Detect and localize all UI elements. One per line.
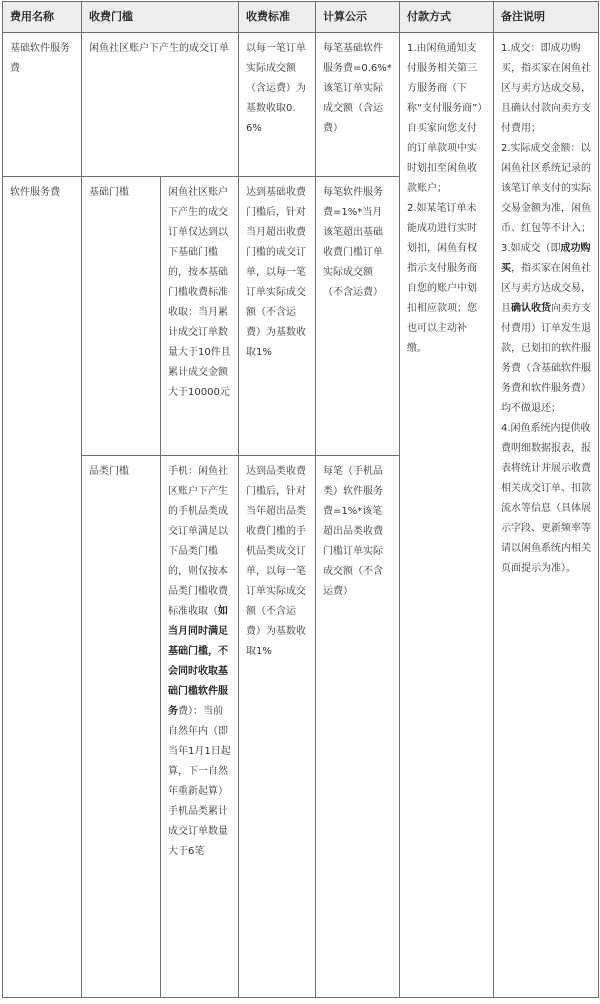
note-3-text-b: ，指买家在闲鱼社区与卖方达成交易，且 (501, 263, 591, 314)
note-item-2: 2.实际成交金额：以闲鱼社区系统记录的该笔订单支付的实际交易金额为准，闲鱼币、红包等不计入； (501, 143, 591, 234)
payment-item-1: 1.由闲鱼通知支付服务相关第三方服务商（下称“支付服务商”）自买家向您支付的订单款项中实时划扣至闲鱼收款账户； (407, 43, 483, 194)
cell-fee-name: 基础软件服务费 (3, 33, 82, 177)
cell-formula: 每笔（手机品类）软件服务费=1%*该笔超出品类收费门槛订单实际成交额（不含运费） (316, 456, 400, 998)
header-payment: 付款方式 (400, 2, 494, 33)
cell-standard: 以每一笔订单实际成交额（含运费）为基数收取0.6% (239, 33, 316, 177)
category-detail-bold: 如当月同时满足基础门槛，不会同时收取基础门槛软件服务 (168, 606, 228, 717)
category-detail-text-a: 手机：闲鱼社区账户下产生的手机品类成交订单满足以下品类门槛的，则仅按本品类门槛收费标准收取（ (168, 466, 228, 617)
cell-standard: 达到品类收费门槛后，针对当年超出品类收费门槛的手机品类成交订单，以每一笔订单实际成交额（不含运费）为基数收取1% (239, 456, 316, 998)
cell-formula: 每笔软件服务费=1%*当月该笔超出基础收费门槛订单实际成交额（不含运费） (316, 177, 400, 456)
header-standard: 收费标准 (239, 2, 316, 33)
table-row (3, 33, 599, 177)
note-item-4: 4.闲鱼系统内提供收费明细数据报表，报表将统计并展示收费相关成交订单、扣款流水等信息（具体展示字段、更新频率等请以闲鱼系统内相关页面提示为准）。 (501, 423, 591, 574)
header-formula: 计算公示 (316, 2, 400, 33)
payment-item-2: 2.如某笔订单未能成功进行实时划扣，闲鱼有权指示支付服务商自您的账户中划扣相应款项；您也可以主动补缴。 (407, 203, 477, 354)
note-item-3 (501, 239, 591, 419)
cell-payment (400, 33, 494, 998)
note-3-bold-b: 确认收货 (511, 303, 551, 314)
cell-threshold-type: 基础门槛 (82, 177, 161, 456)
cell-formula: 每笔基础软件服务费=0.6%*该笔订单实际成交额（含运费） (316, 33, 400, 177)
cell-threshold-detail (161, 456, 239, 998)
header-threshold: 收费门槛 (82, 2, 239, 33)
cell-notes (494, 33, 599, 998)
fee-table-container (2, 1, 598, 998)
cell-threshold-detail: 闲鱼社区账户下产生的成交订单仅达到以下基础门槛的，按本基础门槛收费标准收取：当月累计成交订单数量大于10件且累计成交金额大于10000元 (161, 177, 239, 456)
note-item-1: 1.成交：即成功购买，指买家在闲鱼社区与卖方达成交易，且确认付款向卖方支付费用； (501, 43, 591, 134)
note-3-text-c: 向卖方支付费用）订单发生退款，已划扣的软件服务费（含基础软件服务费和软件服务费）均不做退还； (501, 303, 591, 414)
note-3-bold-a: 成功购买 (501, 243, 591, 274)
cell-fee-name: 软件服务费 (3, 177, 82, 998)
header-row (3, 2, 599, 33)
cell-standard: 达到基础收费门槛后，针对当月超出收费门槛的成交订单，以每一笔订单实际成交额（不含运费）为基数收取1% (239, 177, 316, 456)
note-3-text-a: 3.如成交（即 (501, 243, 561, 254)
header-fee-name: 费用名称 (3, 2, 82, 33)
category-detail-text-b: 费）：当前自然年内（即当年1月1日起算，下一自然年重新起算）手机品类累计成交订单数量大于6笔 (168, 706, 231, 857)
cell-threshold-type: 品类门槛 (82, 456, 161, 998)
fee-table (2, 1, 599, 998)
cell-threshold: 闲鱼社区账户下产生的成交订单 (82, 33, 239, 177)
header-notes: 备注说明 (494, 2, 599, 33)
